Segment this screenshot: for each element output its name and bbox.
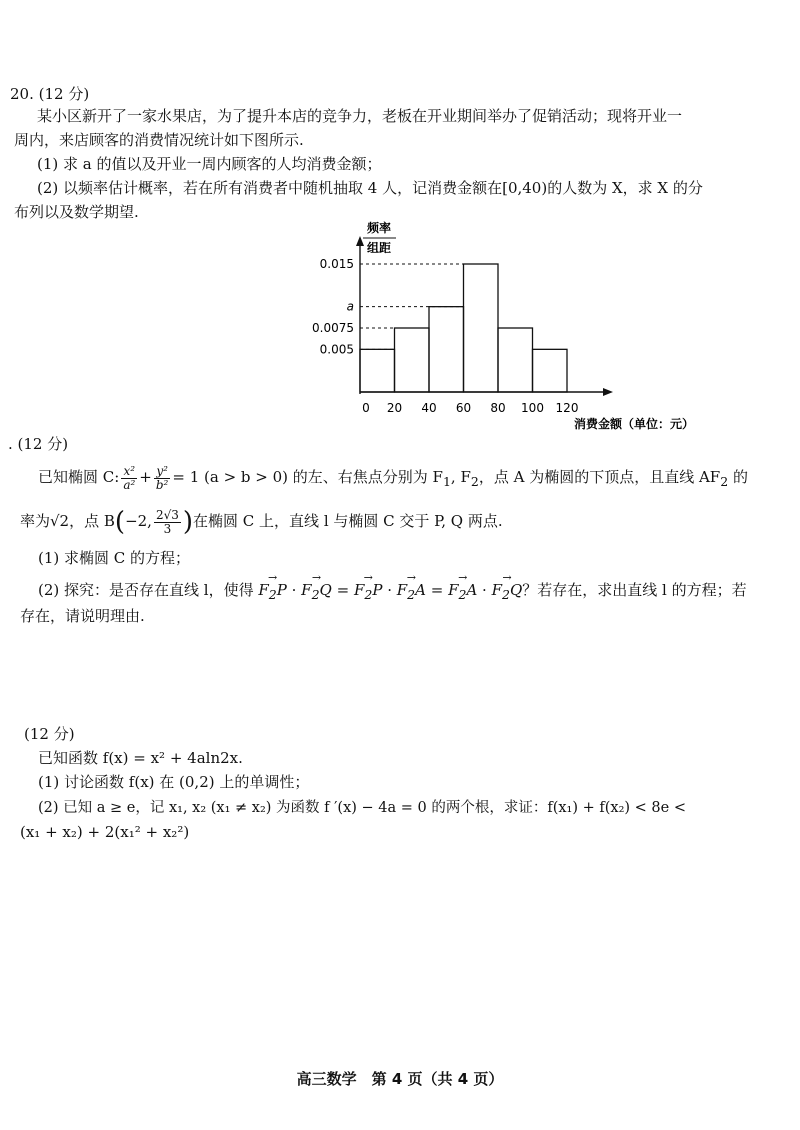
x2-over-a2: $\frac{\text{x²}}{\text{a²}}$ [123,463,136,492]
q20-part1: (1) 求 a 的值以及开业一周内顾客的人均消费金额； [37,155,382,173]
q20-part2-line1: (2) 以频率估计概率，若在所有消费者中随机抽取 4 人，记消费金额在[0,40)的人数为 X，求 X 的分 [37,179,703,197]
q21-part2-line1: (2) 探究：是否存在直线 l，使得 → $F_2P$ · → $F_2Q$ = → $F_2P$ · → $F_2A$ = → $F_2A$ · → $F_2Q$？若存在，求出直线 l 的方程；若 [38,580,747,605]
q21-part2-a: (2) 探究：是否存在直线 l，使得 [38,581,254,599]
q21-line2-b: −2, [125,512,152,530]
vector-f2p-2: → $F_2P$ [354,580,382,605]
q21-line1-a: 已知椭圆 C: [38,468,120,486]
histogram-bar [533,349,568,392]
vector-f2q-2: → $F_2Q$ [492,580,523,605]
vector-f2a: → $F_2A$ [397,580,426,605]
x-tick-label: 60 [455,401,472,415]
histogram-bar [429,307,464,392]
page-footer: 高三数学 第 4 页（共 4 页） [296,1070,504,1088]
y-tick-label: 0.015 [319,257,354,271]
x-tick-label: 20 [386,401,403,415]
x-tick-label: 0 [362,401,370,415]
histogram-bar [464,264,499,392]
x-axis-label: 消费金额（单位：元） [573,417,694,431]
y2-over-b2: $\frac{\text{y²}}{\text{b²}}$ [155,463,169,492]
y-axis-label-bottom: 组距 [367,241,392,255]
q20-header: 20. (12 分) [10,85,90,103]
q21-line1-d: 的 [728,468,748,486]
q21-line2-a: 率为√2，点 B [20,512,115,530]
histogram-bar [360,349,395,392]
q20-intro-line2: 周内，来店顾客的消费情况统计如下图所示. [14,131,304,149]
q21-part1: (1) 求椭圆 C 的方程； [38,549,191,567]
q21-line1-b: = 1 (a > b > 0) 的左、右焦点分别为 F [172,468,443,486]
q20-part2-line2: 布列以及数学期望. [14,203,139,221]
q21-line1-c: ，点 A 为椭圆的下顶点，且直线 AF [478,468,721,486]
q21-line2: 率为√2，点 B(−2, $\frac{2√3}{3}$ )在椭圆 C 上，直线 l 与椭圆 C 交于 P, Q 两点. [20,507,503,537]
x-tick-label: 80 [490,401,506,415]
y-tick-label: a [346,299,354,314]
histogram-bar [395,328,430,392]
q20-intro-line1: 某小区新开了一家水果店，为了提升本店的竞争力，老板在开业期间举办了促销活动；现将开业一 [37,107,683,125]
q21-part2-line2: 存在，请说明理由. [20,607,145,625]
x-tick-label: 100 [521,401,544,415]
x-tick-label: 120 [555,401,579,415]
histogram-bar [498,328,533,392]
y-tick-label: 0.0075 [312,321,354,335]
y-axis-label-top: 频率 [367,221,392,235]
q21-line1: 已知椭圆 C: $\frac{\text{x²}}{\text{a²}}$ + $\frac{\text{y²}}{\text{b²}}$ = 1 (a > b > 0) 的左、右焦点分别为 $F_1$, $F_2$，点 A 为椭圆的下顶点，且直线 $AF_2$ 的 [38,463,748,492]
x-tick-label: 40 [421,401,437,415]
q21-line2-c: 在椭圆 C 上，直线 l 与椭圆 C 交于 P, Q 两点. [193,512,503,530]
y-axis-arrow [356,236,364,246]
q22-header: (12 分) [24,725,75,743]
q21-header: . (12 分) [8,435,69,453]
q22-part2-line1: (2) 已知 a ≥ e，记 x₁, x₂ (x₁ ≠ x₂) 为函数 f ′(x) − 4a = 0 的两个根，求证：f(x₁) + f(x₂) < 8e < [38,800,686,816]
y-tick-label: 0.005 [319,342,354,357]
two-root3-over-3: $\frac{2√3}{3}$ [155,507,179,536]
q22-part2-line2: (x₁ + x₂) + 2(x₁² + x₂²) [20,823,190,841]
q22-part1: (1) 讨论函数 f(x) 在 (0,2) 上的单调性； [38,773,310,791]
q22-line1: 已知函数 f(x) = x² + 4aln2x. [38,749,243,767]
vector-f2p: → $F_2P$ [258,580,286,605]
x-axis-arrow [603,388,613,396]
q21-part2-b: ？若存在，求出直线 l 的方程；若 [522,581,747,599]
vector-f2a-2: → $F_2A$ [448,580,477,605]
vector-f2q: → $F_2Q$ [301,580,332,605]
